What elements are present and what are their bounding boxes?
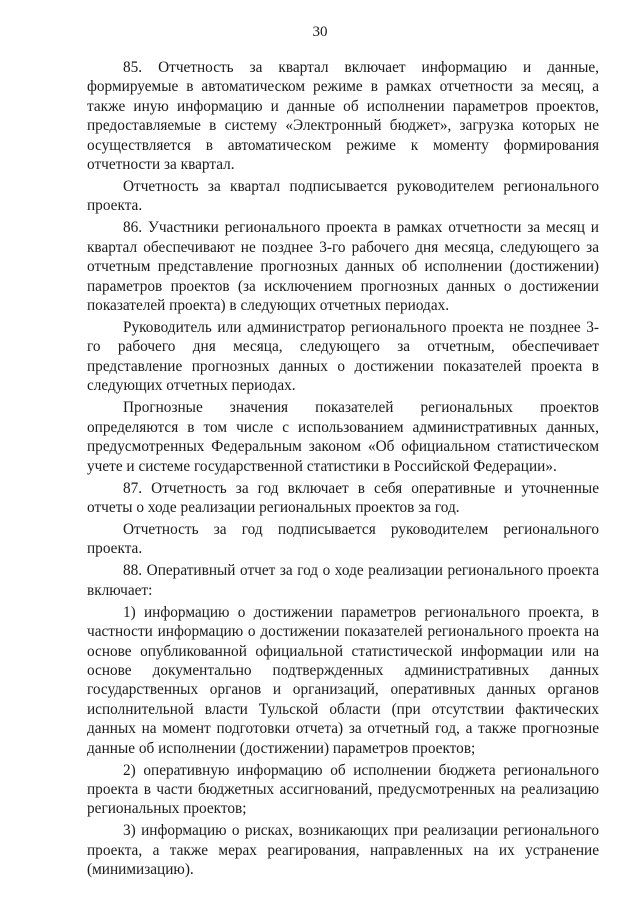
paragraph-forecast-values: Прогнозные значения показателей региональных проектов определяются в том числе с использованием административных данных, предусмотренных Федеральным законом «Об официальном статистическом учете и системе государственной статистики в Российской Федерации». [87,399,599,475]
paragraph-head-forecast: Руководитель или администратор регионального проекта не позднее 3-го рабочего дня месяца, следующего за отчетным, обеспечивает представление прогнозных данных о достижении показателей проекта в следующих отчетных периодах. [87,319,599,395]
list-item-1: 1) информацию о достижении параметров регионального проекта, в частности информацию о достижении показателей регионального проекта на основе опубликованной официальной статистической информации или на основе документально подтвержденных административных данных государственных органов и организаций, оперативных данных органов исполнительной власти Тульской области (при отсутствии фактических данных на момент подготовки отчета) за отчетный год, а также прогнозные данные об исполнении (достижении) параметров проектов; [87,603,599,757]
page-number: 30 [312,24,328,40]
paragraph-85: 85. Отчетность за квартал включает информацию и данные, формируемые в автоматическом режиме в рамках отчетности за месяц, а также иную информацию и данные об исполнении параметров проектов, предоставляемые в систему «Электронный бюджет», загрузка которых не осуществляется в автоматическом режиме к моменту формирования отчетности за квартал. [87,59,599,174]
document-body [87,58,599,882]
paragraph-year-signature: Отчетность за год подписывается руководителем регионального проекта. [87,520,599,558]
list-item-2: 2) оперативную информацию об исполнении бюджета регионального проекта в части бюджетных ассигнований, предусмотренных на реализацию региональных проектов; [87,761,599,818]
paragraph-88: 88. Оперативный отчет за год о ходе реализации регионального проекта включает: [87,562,599,599]
list-item-3: 3) информацию о рисках, возникающих при реализации регионального проекта, а также мерах реагирования, направленных на их устранение (минимизацию). [87,822,599,879]
paragraph-86: 86. Участники регионального проекта в рамках отчетности за месяц и квартал обеспечивают не позднее 3-го рабочего дня месяца, следующего за отчетным представление прогнозных данных об исполнении (достижении) параметров проектов (за исключением прогнозных данных о достижении показателей проекта) в следующих отчетных периодах. [87,219,599,315]
paragraph-87: 87. Отчетность за год включает в себя оперативные и уточненные отчеты о ходе реализации региональных проектов за год. [87,479,599,516]
paragraph-quarter-signature: Отчетность за квартал подписывается руководителем регионального проекта. [87,178,599,215]
